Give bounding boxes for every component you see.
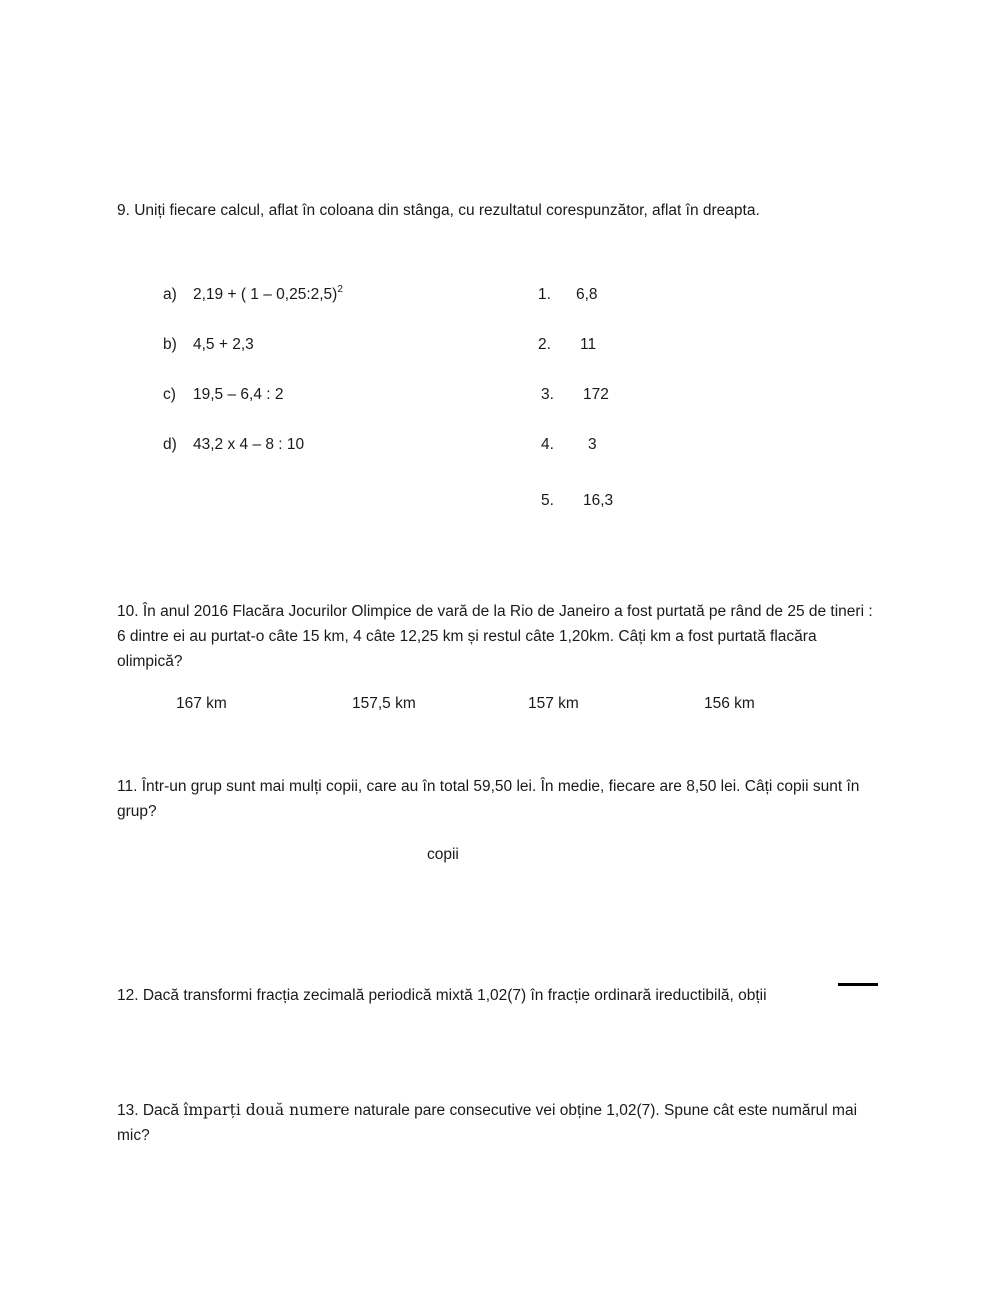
question-11-text: 11. Într-un grup sunt mai mulți copii, care au în total 59,50 lei. În medie, fiecare are 8,50 lei. Câți copii sunt în grup? (117, 778, 860, 820)
q9-item-a-label: a) (163, 286, 177, 303)
q10-option-4[interactable]: 156 km (704, 695, 755, 712)
q9-item-a-expression: 2,19 + ( 1 – 0,25:2,5)$^2$ (193, 284, 343, 303)
q9-result-1-value: 6,8 (576, 286, 598, 303)
q9-item-b-label: b) (163, 336, 177, 353)
q9-result-4-number: 4. (541, 436, 554, 453)
question-13-text: 13. Dacă împarți două numere naturale pare consecutive vei obține 1,02(7). Spune cât este numărul mai mic? (117, 1101, 858, 1144)
question-9-title: 9. Uniți fiecare calcul, aflat în coloana din stânga, cu rezultatul corespunzător, aflat în dreapta. (117, 202, 760, 219)
q9-result-2-value: 11 (580, 336, 597, 353)
q9-result-5-number: 5. (541, 492, 554, 509)
q9-result-2-number: 2. (538, 336, 551, 353)
q10-option-2[interactable]: 157,5 km (352, 695, 416, 712)
q13-serif-phrase: împarți două numere (183, 1101, 350, 1119)
question-10-text: 10. În anul 2016 Flacăra Jocurilor Olimpice de vară de la Rio de Janeiro a fost purtată pe rând de 25 de tineri : 6 dintre ei au purtat-o câte 15 km, 4 câte 12,25 km și restul câte 1,20km. Câți km a fost purtată flacăra olimpică? (117, 603, 873, 670)
q9-item-c-label: c) (163, 386, 176, 403)
q9-item-d-label: d) (163, 436, 177, 453)
q11-unit-label: copii (427, 846, 459, 863)
q10-option-3[interactable]: 157 km (528, 695, 579, 712)
q12-fraction-bar (838, 983, 878, 986)
question-12-text: 12. Dacă transformi fracția zecimală periodică mixtă 1,02(7) în fracție ordinară ireductibilă, obții (117, 987, 767, 1004)
q9-result-3-number: 3. (541, 386, 554, 403)
q9-result-4-value: 3 (588, 436, 597, 453)
q10-option-1[interactable]: 167 km (176, 695, 227, 712)
q9-item-d-expression: 43,2 x 4 – 8 : 10 (193, 436, 305, 453)
q9-item-c-expression: 19,5 – 6,4 : 2 (193, 386, 284, 403)
q9-result-1-number: 1. (538, 286, 551, 303)
q9-result-3-value: 172 (583, 386, 609, 403)
q9-item-b-expression: 4,5 + 2,3 (193, 336, 254, 353)
q9-result-5-value: 16,3 (583, 492, 614, 509)
